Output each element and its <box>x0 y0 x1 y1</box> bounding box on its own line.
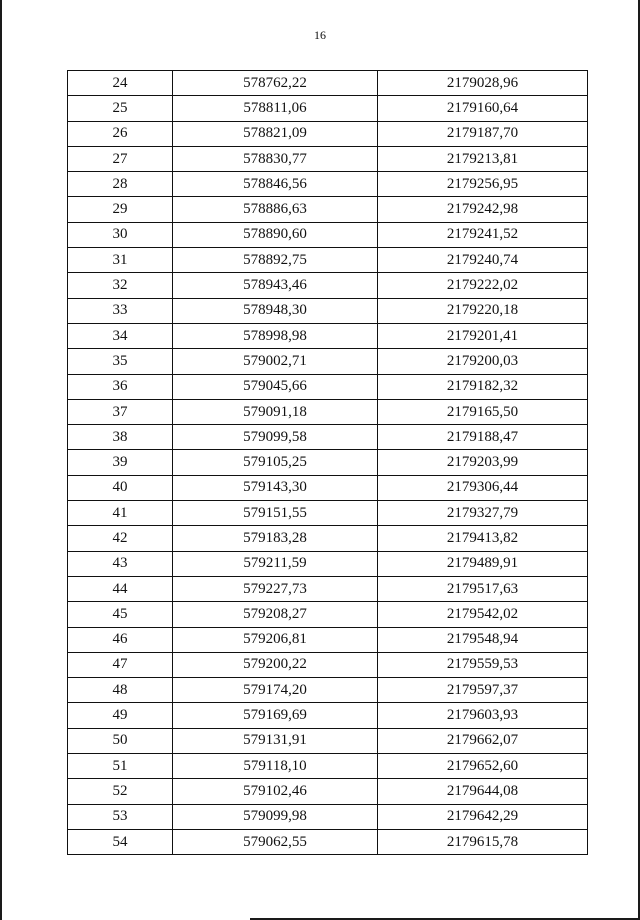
y-coordinate-cell: 2179028,96 <box>378 71 588 96</box>
y-coordinate-cell: 2179187,70 <box>378 121 588 146</box>
y-coordinate-cell: 2179200,03 <box>378 349 588 374</box>
x-coordinate-cell: 578830,77 <box>173 146 378 171</box>
table-row <box>68 475 588 500</box>
table-row <box>68 501 588 526</box>
x-coordinate-cell: 579131,91 <box>173 728 378 753</box>
x-coordinate-cell: 578892,75 <box>173 248 378 273</box>
y-coordinate-cell: 2179413,82 <box>378 526 588 551</box>
y-coordinate-cell: 2179213,81 <box>378 146 588 171</box>
table-row <box>68 678 588 703</box>
x-coordinate-cell: 579002,71 <box>173 349 378 374</box>
point-number-cell: 40 <box>68 475 173 500</box>
table-row <box>68 172 588 197</box>
table-row <box>68 71 588 96</box>
point-number-cell: 26 <box>68 121 173 146</box>
x-coordinate-cell: 579183,28 <box>173 526 378 551</box>
y-coordinate-cell: 2179644,08 <box>378 779 588 804</box>
table-row <box>68 323 588 348</box>
point-number-cell: 38 <box>68 425 173 450</box>
point-number-cell: 30 <box>68 222 173 247</box>
y-coordinate-cell: 2179662,07 <box>378 728 588 753</box>
page-number: 16 <box>314 28 326 42</box>
table-row <box>68 703 588 728</box>
y-coordinate-cell: 2179548,94 <box>378 627 588 652</box>
y-coordinate-cell: 2179652,60 <box>378 754 588 779</box>
x-coordinate-cell: 578762,22 <box>173 71 378 96</box>
table-row <box>68 754 588 779</box>
table-row <box>68 728 588 753</box>
point-number-cell: 44 <box>68 576 173 601</box>
point-number-cell: 29 <box>68 197 173 222</box>
point-number-cell: 32 <box>68 273 173 298</box>
table-row <box>68 121 588 146</box>
x-coordinate-cell: 579118,10 <box>173 754 378 779</box>
x-coordinate-cell: 579099,58 <box>173 425 378 450</box>
y-coordinate-cell: 2179542,02 <box>378 602 588 627</box>
table-row <box>68 602 588 627</box>
point-number-cell: 33 <box>68 298 173 323</box>
point-number-cell: 28 <box>68 172 173 197</box>
x-coordinate-cell: 579206,81 <box>173 627 378 652</box>
y-coordinate-cell: 2179160,64 <box>378 96 588 121</box>
table-row <box>68 450 588 475</box>
y-coordinate-cell: 2179597,37 <box>378 678 588 703</box>
table-row <box>68 298 588 323</box>
y-coordinate-cell: 2179182,32 <box>378 374 588 399</box>
table-row <box>68 551 588 576</box>
y-coordinate-cell: 2179642,29 <box>378 804 588 829</box>
x-coordinate-cell: 579208,27 <box>173 602 378 627</box>
point-number-cell: 45 <box>68 602 173 627</box>
table-row <box>68 804 588 829</box>
point-number-cell: 35 <box>68 349 173 374</box>
x-coordinate-cell: 578846,56 <box>173 172 378 197</box>
point-number-cell: 46 <box>68 627 173 652</box>
table-row <box>68 146 588 171</box>
point-number-cell: 49 <box>68 703 173 728</box>
x-coordinate-cell: 578886,63 <box>173 197 378 222</box>
y-coordinate-cell: 2179165,50 <box>378 399 588 424</box>
y-coordinate-cell: 2179188,47 <box>378 425 588 450</box>
x-coordinate-cell: 579227,73 <box>173 576 378 601</box>
x-coordinate-cell: 578811,06 <box>173 96 378 121</box>
x-coordinate-cell: 578821,09 <box>173 121 378 146</box>
y-coordinate-cell: 2179615,78 <box>378 829 588 854</box>
y-coordinate-cell: 2179517,63 <box>378 576 588 601</box>
table-row <box>68 273 588 298</box>
table-row <box>68 627 588 652</box>
y-coordinate-cell: 2179222,02 <box>378 273 588 298</box>
point-number-cell: 47 <box>68 652 173 677</box>
x-coordinate-cell: 579174,20 <box>173 678 378 703</box>
point-number-cell: 31 <box>68 248 173 273</box>
table-row <box>68 779 588 804</box>
scan-edge-left <box>0 0 2 920</box>
point-number-cell: 37 <box>68 399 173 424</box>
y-coordinate-cell: 2179241,52 <box>378 222 588 247</box>
table-row <box>68 197 588 222</box>
y-coordinate-cell: 2179203,99 <box>378 450 588 475</box>
y-coordinate-cell: 2179306,44 <box>378 475 588 500</box>
point-number-cell: 34 <box>68 323 173 348</box>
y-coordinate-cell: 2179256,95 <box>378 172 588 197</box>
coordinates-table <box>67 70 588 855</box>
x-coordinate-cell: 579099,98 <box>173 804 378 829</box>
point-number-cell: 24 <box>68 71 173 96</box>
point-number-cell: 50 <box>68 728 173 753</box>
x-coordinate-cell: 579102,46 <box>173 779 378 804</box>
point-number-cell: 41 <box>68 501 173 526</box>
x-coordinate-cell: 579151,55 <box>173 501 378 526</box>
table-row <box>68 248 588 273</box>
point-number-cell: 36 <box>68 374 173 399</box>
table-row <box>68 526 588 551</box>
y-coordinate-cell: 2179201,41 <box>378 323 588 348</box>
x-coordinate-cell: 579200,22 <box>173 652 378 677</box>
x-coordinate-cell: 578943,46 <box>173 273 378 298</box>
point-number-cell: 53 <box>68 804 173 829</box>
x-coordinate-cell: 578890,60 <box>173 222 378 247</box>
table-row <box>68 425 588 450</box>
point-number-cell: 25 <box>68 96 173 121</box>
coordinates-table-body <box>68 71 588 855</box>
table-row <box>68 349 588 374</box>
point-number-cell: 42 <box>68 526 173 551</box>
table-row <box>68 374 588 399</box>
y-coordinate-cell: 2179559,53 <box>378 652 588 677</box>
y-coordinate-cell: 2179489,91 <box>378 551 588 576</box>
point-number-cell: 48 <box>68 678 173 703</box>
y-coordinate-cell: 2179240,74 <box>378 248 588 273</box>
point-number-cell: 39 <box>68 450 173 475</box>
x-coordinate-cell: 579062,55 <box>173 829 378 854</box>
x-coordinate-cell: 578948,30 <box>173 298 378 323</box>
table-row <box>68 576 588 601</box>
point-number-cell: 27 <box>68 146 173 171</box>
y-coordinate-cell: 2179327,79 <box>378 501 588 526</box>
y-coordinate-cell: 2179242,98 <box>378 197 588 222</box>
x-coordinate-cell: 579105,25 <box>173 450 378 475</box>
point-number-cell: 51 <box>68 754 173 779</box>
x-coordinate-cell: 579143,30 <box>173 475 378 500</box>
x-coordinate-cell: 579211,59 <box>173 551 378 576</box>
point-number-cell: 52 <box>68 779 173 804</box>
x-coordinate-cell: 579091,18 <box>173 399 378 424</box>
y-coordinate-cell: 2179603,93 <box>378 703 588 728</box>
table-row <box>68 829 588 854</box>
x-coordinate-cell: 579045,66 <box>173 374 378 399</box>
table-row <box>68 399 588 424</box>
point-number-cell: 54 <box>68 829 173 854</box>
table-row <box>68 96 588 121</box>
point-number-cell: 43 <box>68 551 173 576</box>
table-row <box>68 652 588 677</box>
y-coordinate-cell: 2179220,18 <box>378 298 588 323</box>
x-coordinate-cell: 578998,98 <box>173 323 378 348</box>
x-coordinate-cell: 579169,69 <box>173 703 378 728</box>
table-row <box>68 222 588 247</box>
